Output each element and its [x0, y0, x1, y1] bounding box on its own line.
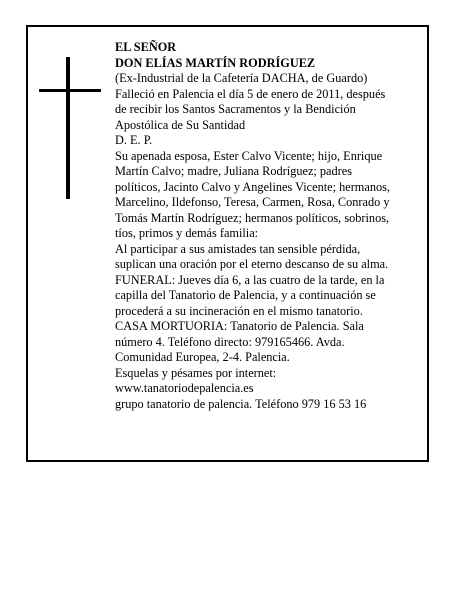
- online-condolences-label: Esquelas y pésames por internet:: [115, 365, 277, 380]
- funeral-info: FUNERAL: Jueves día 6, a las cuatro de la tarde, en la capilla del Tanatorio de Palencia, y a continuación se procederá a su incineración en el mismo tanatorio.: [115, 272, 385, 318]
- cross-horizontal-bar: [39, 89, 101, 92]
- funeral-group-contact: grupo tanatorio de palencia. Teléfono 979 16 53 16: [115, 396, 367, 411]
- prayer-request: Al participar a sus amistades tan sensible pérdida, suplican una oración por el eterno descanso de su alma.: [115, 241, 389, 271]
- occupation-line: (Ex-Industrial de la Cafetería DACHA, de Guardo): [115, 71, 368, 85]
- mortuary-info: CASA MORTUORIA: Tanatorio de Palencia. Sala número 4. Teléfono directo: 979165466. Avda. Comunidad Europea, 2-4. Palencia.: [115, 319, 364, 364]
- cross-icon: [39, 57, 101, 199]
- death-statement: Falleció en Palencia el día 5 de enero de 2011, después de recibir los Santos Sacramentos y la Bendición Apostólica de Su Santidad: [115, 86, 386, 132]
- obituary-title: EL SEÑOR: [115, 40, 177, 54]
- obituary-notice: [26, 25, 429, 462]
- deceased-name: DON ELÍAS MARTÍN RODRÍGUEZ: [115, 55, 316, 70]
- obituary-text: [115, 40, 427, 412]
- family-list: Su apenada esposa, Ester Calvo Vicente; hijo, Enrique Martín Calvo; madre, Juliana Rodríguez; padres políticos, Jacinto Calvo y Angelines Vicente; hermanos, Marcelino, Ildefonso, Teresa, Carmen, Rosa, Conrado y Tomás Martín Rodríguez; hermanos políticos, sobrinos, tíos, primos y demás familia:: [115, 148, 390, 240]
- website-link[interactable]: www.tanatoriodepalencia.es: [115, 381, 254, 395]
- dep-line: D. E. P.: [115, 133, 153, 147]
- cross-vertical-bar: [66, 57, 70, 199]
